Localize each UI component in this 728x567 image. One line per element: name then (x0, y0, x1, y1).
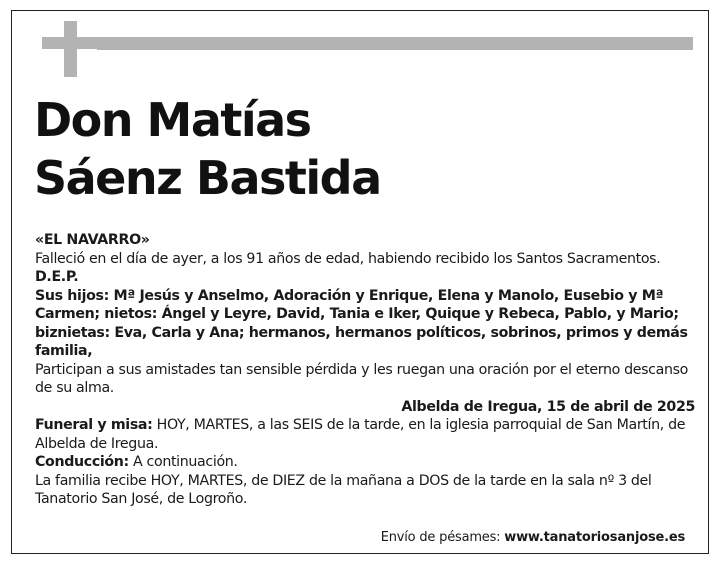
nickname: «EL NAVARRO» (35, 232, 150, 248)
header-bar (97, 37, 693, 50)
conduction-info (35, 453, 695, 472)
reception-info: La familia recibe HOY, MARTES, de DIEZ de la mañana a DOS de la tarde en la sala nº 3 del Tanatorio San José, de Logroño. (35, 472, 652, 507)
funeral-text: HOY, MARTES, a las SEIS de la tarde, en la iglesia parroquial de San Martín, de Albelda de Iregua. (35, 417, 686, 452)
footer-label: Envío de pésames: (380, 530, 501, 545)
dep-label: D.E.P. (35, 269, 79, 285)
conduction-text: A continuación. (128, 454, 238, 470)
place-date: Albelda de Iregua, 15 de abril de 2025 (401, 398, 695, 415)
funeral-info (35, 416, 695, 453)
prayer-request: Participan a sus amistades tan sensible pérdida y les ruegan una oración por el eterno descanso de su alma. (35, 361, 688, 396)
funeral-label: Funeral y misa: (35, 417, 153, 433)
conduction-label: Conducción: (35, 454, 129, 470)
latin-cross-icon (64, 21, 77, 77)
condolences-footer (381, 530, 685, 545)
website-link[interactable]: www.tanatoriosanjose.es (504, 530, 685, 545)
obituary-card (11, 10, 709, 554)
obituary-body (35, 231, 695, 509)
death-note: Falleció en el día de ayer, a los 91 años de edad, habiendo recibido los Santos Sacramentos. (35, 250, 661, 267)
latin-cross-icon-arm (42, 37, 98, 49)
name-line-2: Sáenz Bastida (34, 151, 381, 205)
deceased-name (34, 91, 381, 207)
family-list: Sus hijos: Mª Jesús y Anselmo, Adoración y Enrique, Elena y Manolo, Eusebio y Mª Carmen; nietos: Ángel y Leyre, David, Tania e Iker, Quique y Rebeca, Pablo, y Mario; biznietas: Eva, Carla y Ana; hermanos, hermanos políticos, sobrinos, primos y demás familia, (35, 287, 688, 359)
name-line-1: Don Matías (34, 93, 311, 147)
